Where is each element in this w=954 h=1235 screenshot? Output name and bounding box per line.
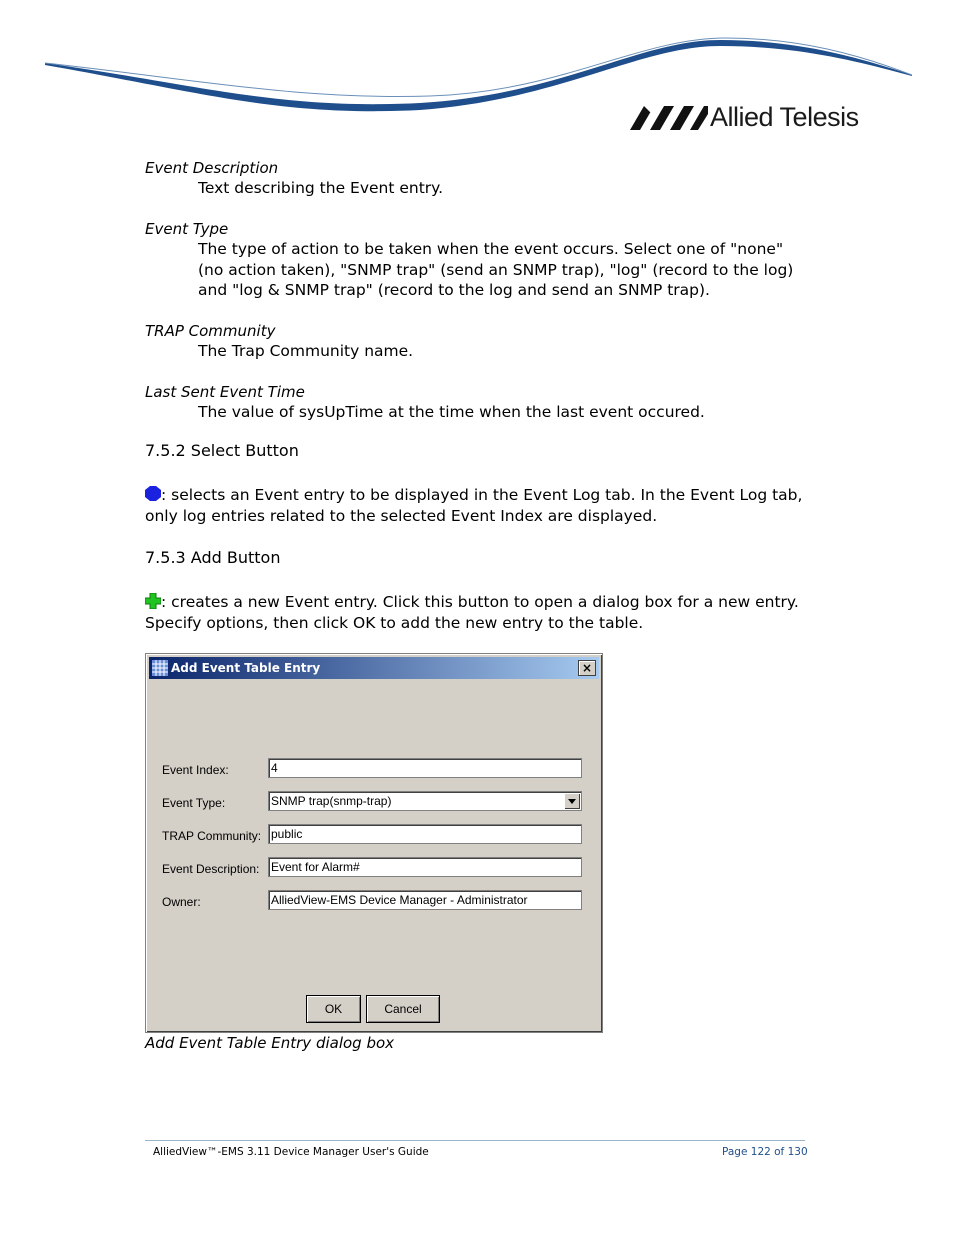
chevron-down-icon[interactable] [564, 793, 580, 809]
label-event-index: Event Index: [162, 763, 229, 777]
footer-divider [145, 1140, 805, 1141]
label-event-type: Event Type: [162, 796, 226, 810]
trap-community-input[interactable]: public [268, 824, 582, 844]
figure-caption: Add Event Table Entry dialog box [145, 1034, 395, 1052]
select-button-paragraph [145, 485, 805, 526]
label-event-description: Event Description: [162, 862, 260, 876]
logo-mark-icon [630, 104, 708, 132]
desc-event-type: The type of action to be taken when the event occurs. Select one of "none" (no action taken), "SNMP trap" (send an SNMP trap), "log" (record to the log) and "log & SNMP trap" (record to the log and send an SNMP trap). [198, 240, 794, 299]
event-index-input[interactable]: 4 [268, 758, 582, 778]
logo-text: Allied Telesis [710, 102, 859, 132]
term-last-sent-event-time: Last Sent Event Time [145, 383, 305, 401]
event-type-select[interactable] [268, 791, 582, 811]
footer-page-number: Page 122 of 130 [722, 1146, 808, 1158]
term-event-type: Event Type [145, 220, 229, 238]
select-button-text: : selects an Event entry to be displayed in the Event Log tab. In the Event Log tab, only log entries related to the selected Event Index are displayed. [145, 486, 803, 525]
add-button-text: : creates a new Event entry. Click this button to open a dialog box for a new entry. Specify options, then click OK to add the new entry to the table. [145, 593, 799, 632]
event-description-input[interactable]: Event for Alarm# [268, 857, 582, 877]
close-icon[interactable]: × [578, 660, 596, 676]
label-trap-community: TRAP Community: [162, 829, 262, 843]
ok-button[interactable]: OK [306, 995, 361, 1023]
heading-select-button: 7.5.2 Select Button [145, 441, 299, 460]
cancel-button[interactable]: Cancel [366, 995, 440, 1023]
table-grid-icon [152, 660, 168, 676]
label-owner: Owner: [162, 895, 201, 909]
heading-add-button: 7.5.3 Add Button [145, 548, 281, 567]
term-trap-community: TRAP Community [145, 322, 276, 340]
footer-document-title: AlliedView™-EMS 3.11 Device Manager User's Guide [153, 1146, 429, 1158]
owner-input[interactable]: AlliedView-EMS Device Manager - Administrator [268, 890, 582, 910]
desc-last-sent-event-time: The value of sysUpTime at the time when the last event occured. [198, 403, 705, 421]
dialog-title: Add Event Table Entry [171, 661, 321, 675]
add-plus-icon [145, 593, 161, 609]
dialog-titlebar[interactable] [149, 657, 599, 679]
allied-telesis-logo [630, 100, 870, 140]
add-event-table-entry-dialog [145, 653, 603, 1033]
desc-event-description: Text describing the Event entry. [198, 179, 444, 197]
add-button-paragraph [145, 592, 805, 633]
desc-trap-community: The Trap Community name. [198, 342, 414, 360]
term-event-description: Event Description [145, 159, 279, 177]
select-button-icon [145, 486, 161, 501]
event-type-value: SNMP trap(snmp-trap) [271, 794, 392, 808]
